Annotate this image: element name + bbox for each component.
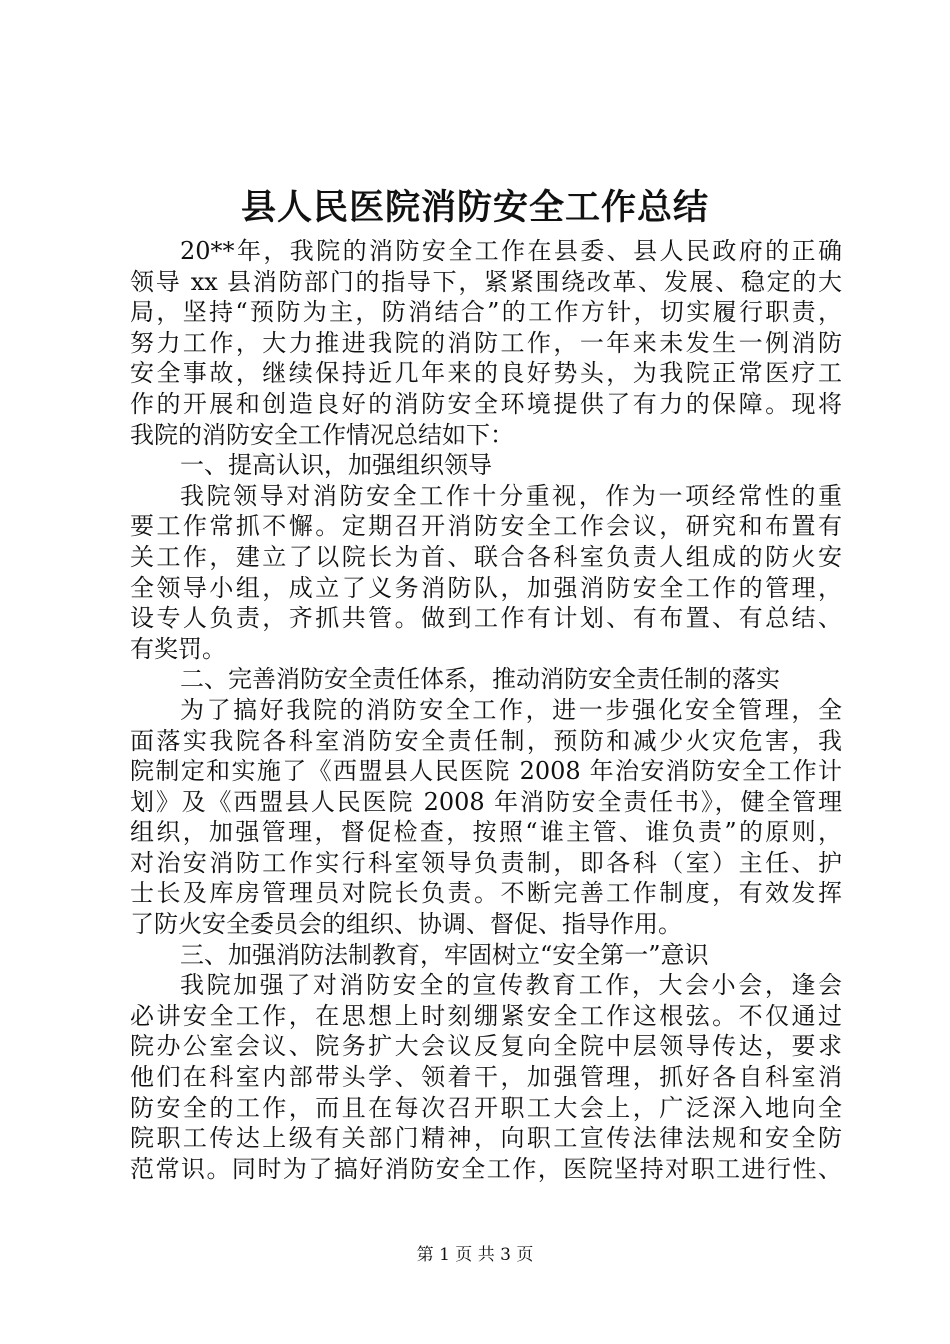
body-line: 必讲安全工作，在思想上时刻绷紧安全工作这根弦。不仅通过 (130, 1001, 842, 1030)
document-body (130, 236, 842, 1184)
body-line: 全领导小组，成立了义务消防队，加强消防安全工作的管理， (130, 573, 842, 602)
body-line: 面落实我院各科室消防安全责任制，预防和减少火灾危害，我 (130, 726, 842, 755)
body-line: 他们在科室内部带头学、领着干，加强管理，抓好各自科室消 (130, 1063, 842, 1092)
body-line: 士长及库房管理员对院长负责。不断完善工作制度，有效发挥 (130, 879, 842, 908)
body-line: 组织，加强管理，督促检查，按照“谁主管、谁负责”的原则， (130, 818, 842, 847)
body-line: 安全事故，继续保持近几年来的良好势头，为我院正常医疗工 (130, 359, 842, 388)
body-line: 为了搞好我院的消防安全工作，进一步强化安全管理，全 (180, 695, 842, 724)
body-line: 作的开展和创造良好的消防安全环境提供了有力的保障。现将 (130, 389, 842, 418)
body-line: 设专人负责，齐抓共管。做到工作有计划、有布置、有总结、 (130, 604, 842, 633)
body-line: 了防火安全委员会的组织、协调、督促、指导作用。 (130, 910, 682, 939)
body-line: 努力工作，大力推进我院的消防工作，一年来未发生一例消防 (130, 328, 842, 357)
page-footer: 第 1 页 共 3 页 (416, 1245, 534, 1265)
body-line: 院职工传达上级有关部门精神，向职工宣传法律法规和安全防 (130, 1124, 842, 1153)
body-line: 我院的消防安全工作情况总结如下： (130, 420, 514, 449)
body-line: 一、提高认识，加强组织领导 (180, 451, 492, 480)
body-line: 防安全的工作，而且在每次召开职工大会上，广泛深入地向全 (130, 1093, 842, 1122)
body-line: 领导 xx 县消防部门的指导下，紧紧围绕改革、发展、稳定的大 (130, 267, 842, 296)
body-line: 20**年，我院的消防安全工作在县委、县人民政府的正确 (180, 237, 842, 265)
body-line: 关工作，建立了以院长为首、联合各科室负责人组成的防火安 (130, 542, 842, 571)
body-line: 划》及《西盟县人民医院 2008 年消防安全责任书》，健全管理 (130, 787, 842, 816)
body-line: 对治安消防工作实行科室领导负责制，即各科（室）主任、护 (130, 848, 842, 877)
body-line: 院办公室会议、院务扩大会议反复向全院中层领导传达，要求 (130, 1032, 842, 1061)
body-line: 范常识。同时为了搞好消防安全工作，医院坚持对职工进行性、 (130, 1154, 842, 1183)
document-title: 县人民医院消防安全工作总结 (240, 187, 709, 228)
body-line: 有奖罚。 (130, 634, 226, 663)
body-line: 我院领导对消防安全工作十分重视，作为一项经常性的重 (180, 481, 842, 510)
body-line: 我院加强了对消防安全的宣传教育工作，大会小会，逢会 (180, 971, 842, 1000)
body-line: 院制定和实施了《西盟县人民医院 2008 年治安消防安全工作计 (130, 757, 842, 786)
body-line: 三、加强消防法制教育，牢固树立“安全第一”意识 (180, 940, 709, 969)
body-line: 要工作常抓不懈。定期召开消防安全工作会议，研究和布置有 (130, 512, 842, 541)
body-line: 局，坚持“预防为主，防消结合”的工作方针，切实履行职责， (130, 298, 842, 327)
body-line: 二、完善消防安全责任体系，推动消防安全责任制的落实 (180, 665, 780, 694)
